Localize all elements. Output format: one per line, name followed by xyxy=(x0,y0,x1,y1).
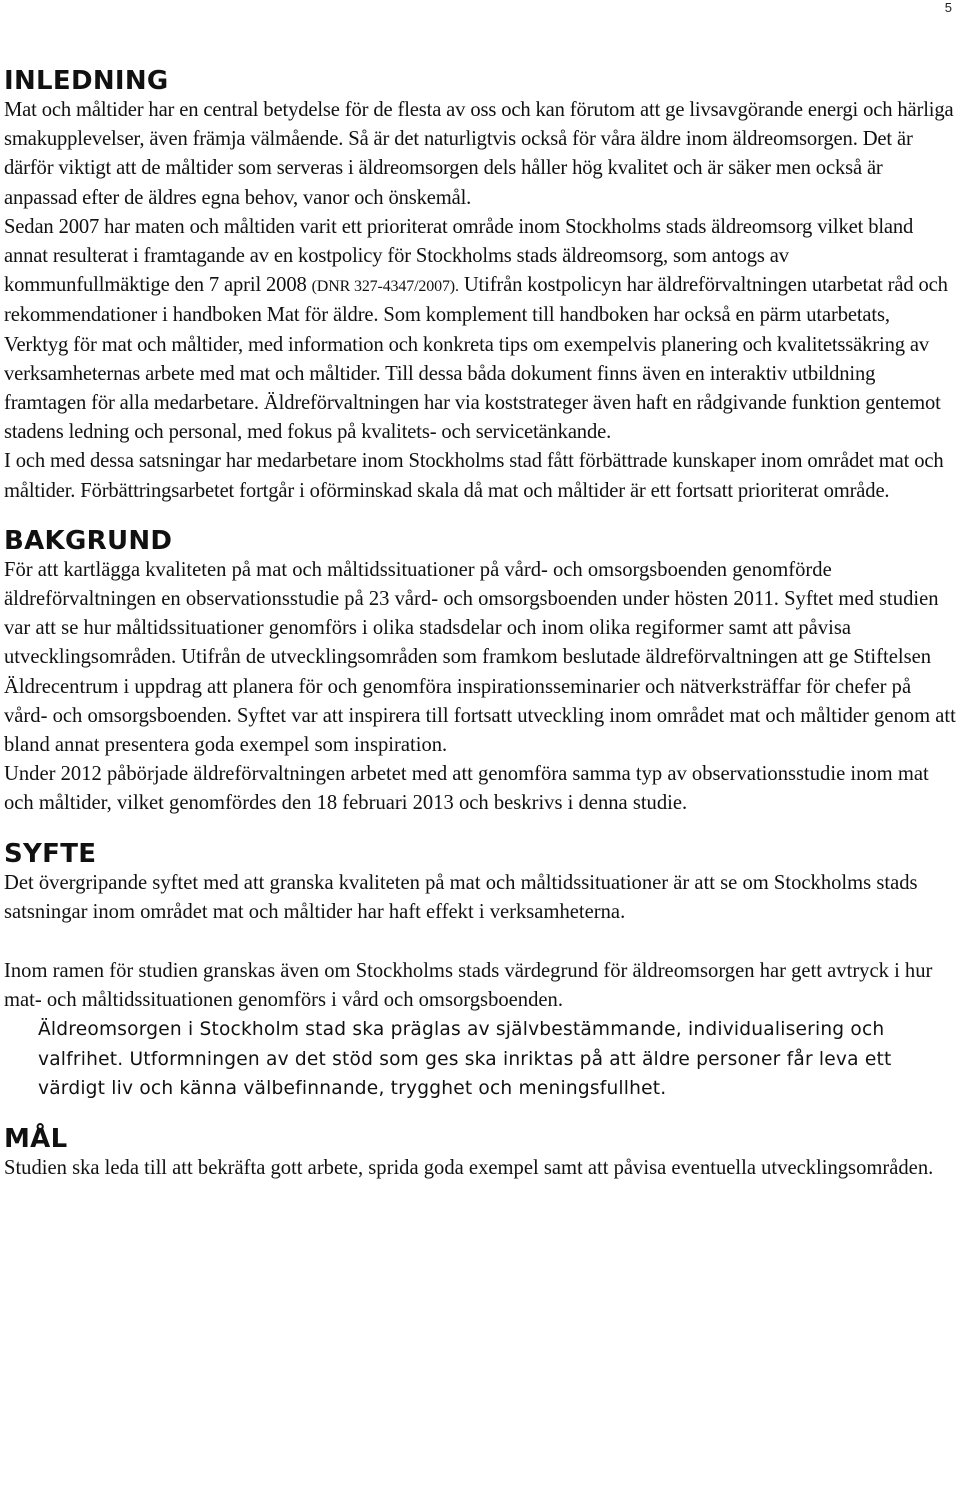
heading-bakgrund: BAKGRUND xyxy=(4,525,173,556)
heading-mal: MÅL xyxy=(4,1123,68,1154)
inledning-paragraph-2 xyxy=(4,213,956,448)
section-bakgrund xyxy=(4,526,956,819)
heading-inledning: INLEDNING xyxy=(4,66,169,96)
inledning-paragraph-2-rest: Utifrån kostpolicyn har äldreförvaltningen utarbetat råd och rekommendationer i handboken Mat för äldre. Som komplement till handboken har också en pärm utarbetats, Verktyg för mat och måltider, med information och konkreta tips om exempelvis planering och kvalitetssäkring av verksamheternas arbete med mat och måltider. Till dessa båda dokument finns även en interaktiv utbildning framtagen för alla medarbetare. Äldreförvaltningen har via koststrateger även haft en rådgivande funktion gentemot stadens ledning och personal, med fokus på kvalitets- och servicetänkande. xyxy=(4,274,948,444)
section-syfte xyxy=(4,839,956,1104)
inledning-paragraph-2-main: Sedan 2007 har maten och måltiden varit ett prioriterat område inom Stockholms stads äldreomsorg vilket bland annat resulterat i framtagande av en kostpolicy för Stockholms stads äldreomsorg, som antogs av kommunfullmäktige den 7 april 2008 xyxy=(4,215,914,297)
inledning-paragraph-3: I och med dessa satsningar har medarbetare inom Stockholms stad fått förbättrade kunskaper inom området mat och måltider. Förbättringsarbetet fortgår i oförminskad skala då mat och måltider är ett fortsatt prioriterat område. xyxy=(4,450,944,502)
inledning-paragraph-1: Mat och måltider har en central betydelse för de flesta av oss och kan förutom att ge livsavgörande energi och härliga smakupplevelser, även främja välmående. Så är det naturligtvis också för våra äldre inom äldreomsorgen. Det är därför viktigt att de måltider som serveras i äldreomsorgen dels håller hög kvalitet och är säker men också är anpassad efter de äldres egna behov, vanor och önskemål. xyxy=(4,99,954,209)
document-body xyxy=(4,66,956,1183)
bakgrund-paragraph-1: För att kartlägga kvaliteten på mat och måltidssituationer på vård- och omsorgsboenden genomförde äldreförvaltningen en observationsstudie på 23 vård- och omsorgsboenden under hösten 2011. Syftet med studien var att se hur måltidssituationer genomförs i olika stadsdelar och inom olika regiformer samt att påvisa utvecklingsområden. Utifrån de utvecklingsområden som framkom beslutade äldreförvaltningen att ge Stiftelsen Äldrecentrum i uppdrag att planera för och genomföra inspirationsseminarier och nätverksträffar för chefer på vård- och omsorgsboenden. Syftet var att inspirera till fortsatt utveckling inom området mat och måltider genom att bland annat presentera goda exempel som inspiration. xyxy=(4,558,956,757)
section-mal xyxy=(4,1124,956,1183)
syfte-paragraph-1: Det övergripande syftet med att granska kvaliteten på mat och måltidssituationer är att se om Stockholms stads satsningar inom området mat och måltider har haft effekt i verksamheterna. xyxy=(4,871,918,923)
page-number: 5 xyxy=(944,0,952,15)
mal-paragraph-1: Studien ska leda till att bekräfta gott arbete, sprida goda exempel samt att påvisa eventuella utvecklingsområden. xyxy=(4,1156,934,1179)
dnr-reference: (DNR 327-4347/2007). xyxy=(311,278,459,296)
section-inledning xyxy=(4,66,956,506)
syfte-paragraph-2: Inom ramen för studien granskas även om Stockholms stads värdegrund för äldreomsorgen har gett avtryck i hur mat- och måltidssituationen genomförs i vård och omsorgsboenden. xyxy=(4,960,933,1012)
vardegrund-quote: Äldreomsorgen i Stockholm stad ska präglas av självbestämmande, individualisering och valfrihet. Utformningen av det stöd som ges ska inriktas på att äldre personer får leva ett värdigt liv och känna välbefinnande, trygghet och meningsfullhet. xyxy=(38,1019,892,1100)
heading-syfte: SYFTE xyxy=(4,838,97,869)
bakgrund-paragraph-2: Under 2012 påbörjade äldreförvaltningen arbetet med att genomföra samma typ av observationsstudie inom mat och måltider, vilket genomfördes den 18 februari 2013 och beskrivs i denna studie. xyxy=(4,763,929,815)
